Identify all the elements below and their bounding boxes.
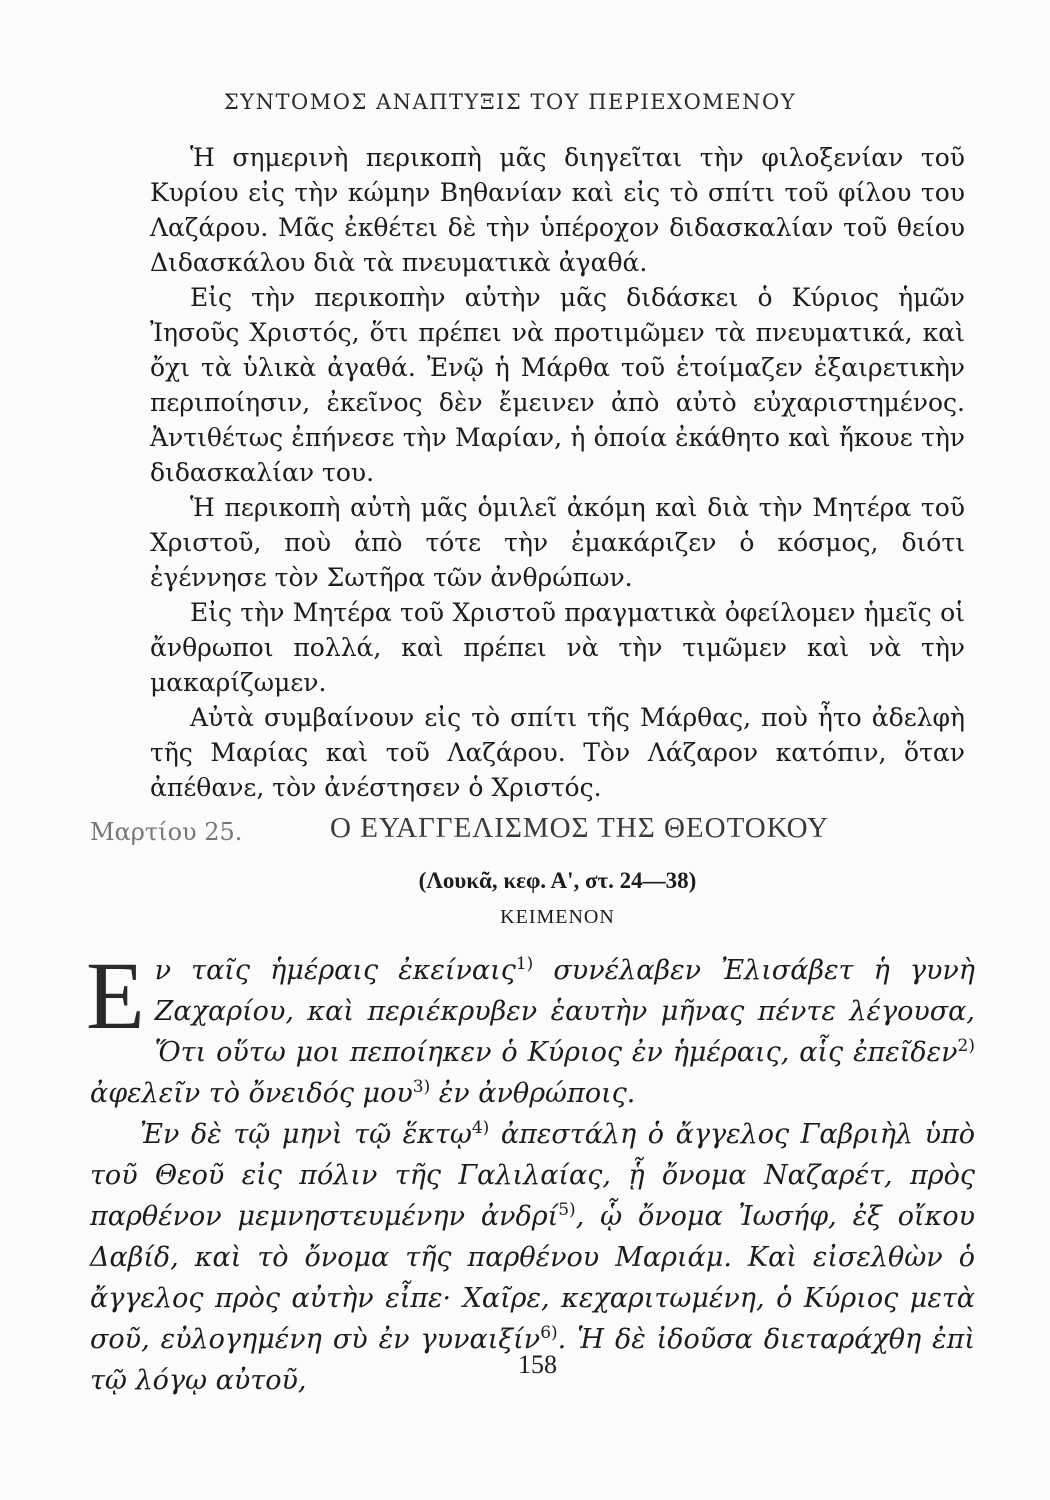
footnote-marker: 2) — [957, 1036, 975, 1056]
scripture-text-run: ἀπεστάλη ὁ ἄγγελος Γαβριὴλ ὑπὸ τοῦ Θεοῦ εἰς πόλιν τῆς Γαλιλαίας, ᾗ ὄνομα Ναζαρέτ, πρὸς παρθένον μεμνηστευμένην ἀνδρί — [90, 1119, 975, 1232]
feast-date: Μαρτίου 25. — [90, 818, 243, 846]
scripture-text-run: , ᾧ ὄνομα Ἰωσήφ, ἐξ οἴκου Δαβίδ, καὶ τὸ ὄνομα τῆς παρθένου Μαριάμ. Καὶ εἰσελθὼν ὁ ἄγγελος πρὸς αὐτὴν εἶπε· Χαῖρε, κεχαριτωμένη, ὁ Κύριος μετὰ σοῦ, εὐλογημένη σὺ ἐν γυναιξίν — [90, 1201, 975, 1355]
footnote-marker: 6) — [540, 1323, 558, 1343]
summary-paragraph-5: Αὐτὰ συμβαίνουν εἰς τὸ σπίτι τῆς Μάρθας, ποὺ ἦτο ἀδελφὴ τῆς Μαρίας καὶ τοῦ Λαζάρου. Τὸν Λάζαρον κατόπιν, ὅταν ἀπέθανε, τὸν ἀνέστησεν ὁ Χριστός. — [150, 703, 965, 802]
feast-title: Ο ΕΥΑΓΓΕΛΙΣΜΟΣ ΤΗΣ ΘΕΟΤΟΚΟΥ — [330, 812, 830, 844]
footnote-marker: 3) — [412, 1077, 431, 1097]
summary-paragraph-1: Ἡ σημερινὴ περικοπὴ μᾶς διηγεῖται τὴν φιλοξενίαν τοῦ Κυρίου εἰς τὴν κώμην Βηθανίαν καὶ εἰς τὸ σπίτι τοῦ φίλου του Λαζάρου. Μᾶς ἐκθέτει δὲ τὴν ὑπέροχον διδασκαλίαν τοῦ θείου Διδασκάλου διὰ τὰ πνευματικὰ ἀγαθά. — [150, 143, 965, 277]
feast-heading — [90, 812, 970, 852]
scripture-text-run: . Ἡ δὲ ἰδοῦσα διεταράχθη ἐπὶ τῷ λόγῳ αὐτοῦ, — [90, 1324, 976, 1396]
running-head: ΣΥΝΤΟΜΟΣ ΑΝΑΠΤΥΞΙΣ ΤΟΥ ΠΕΡΙΕΧΟΜΕΝΟΥ — [223, 90, 797, 114]
scripture-text-run: ἐν ἀνθρώποις. — [430, 1078, 636, 1109]
footnote-marker: 4) — [471, 1118, 490, 1138]
page-number: 158 — [518, 1350, 557, 1379]
scripture-text-run: Ἐν δὲ τῷ μηνὶ τῷ ἕκτῳ — [140, 1119, 472, 1150]
summary-paragraph-2: Εἰς τὴν περικοπὴν αὐτὴν μᾶς διδάσκει ὁ Κύριος ἡμῶν Ἰησοῦς Χριστός, ὅτι πρέπει νὰ προτιμῶμεν τὰ πνευματικά, καὶ ὄχι τὰ ὑλικὰ ἀγαθά. Ἐνῷ ἡ Μάρθα τοῦ ἑτοίμαζεν ἐξαιρετικὴν περιποίησιν, ἐκεῖνος δὲν ἔμεινεν ἀπὸ αὐτὸ εὐχαριστημένος. Ἀντιθέτως ἐπήνεσε τὴν Μαρίαν, ἡ ὁποία ἐκάθητο καὶ ἤκουε τὴν διδασκαλίαν του. — [150, 283, 965, 487]
footnote-marker: 1) — [515, 954, 534, 974]
summary-paragraph-4: Εἰς τὴν Μητέρα τοῦ Χριστοῦ πραγματικὰ ὀφείλομεν ἡμεῖς οἱ ἄνθρωποι πολλά, καὶ πρέπει νὰ τὴν τιμῶμεν καὶ νὰ τὴν μακαρίζωμεν. — [150, 598, 965, 697]
scripture-text-run: συνέλαβεν Ἐλισάβετ ἡ γυνὴ Ζαχαρίου, καὶ περιέκρυβεν ἑαυτὴν μῆνας πέντε λέγουσα, Ὅτι οὕτω μοι πεποίηκεν ὁ Κύριος ἐν ἡμέραις, αἷς ἐπεῖδεν — [154, 955, 975, 1068]
footnote-marker: 5) — [558, 1200, 576, 1220]
scripture-reference: (Λουκᾶ, κεφ. Α', στ. 24—38) — [418, 868, 697, 893]
scripture-text-run: ἀφελεῖν τὸ ὄνειδός μου — [90, 1078, 413, 1109]
scripture-text — [86, 942, 976, 1401]
scripture-paragraph-1 — [86, 942, 975, 1114]
summary-section — [150, 140, 965, 805]
scripture-text-run: ν ταῖς ἡμέραις ἐκείναις — [154, 955, 516, 986]
section-label: ΚΕΙΜΕΝΟΝ — [500, 906, 615, 928]
summary-paragraph-3: Ἡ περικοπὴ αὐτὴ μᾶς ὁμιλεῖ ἀκόμη καὶ διὰ τὴν Μητέρα τοῦ Χριστοῦ, ποὺ ἀπὸ τότε τὴν ἐμακάριζεν ὁ κόσμος, διότι ἐγέννησε τὸν Σωτῆρα τῶν ἀνθρώπων. — [150, 493, 965, 592]
drop-cap: Ε — [86, 942, 145, 1049]
